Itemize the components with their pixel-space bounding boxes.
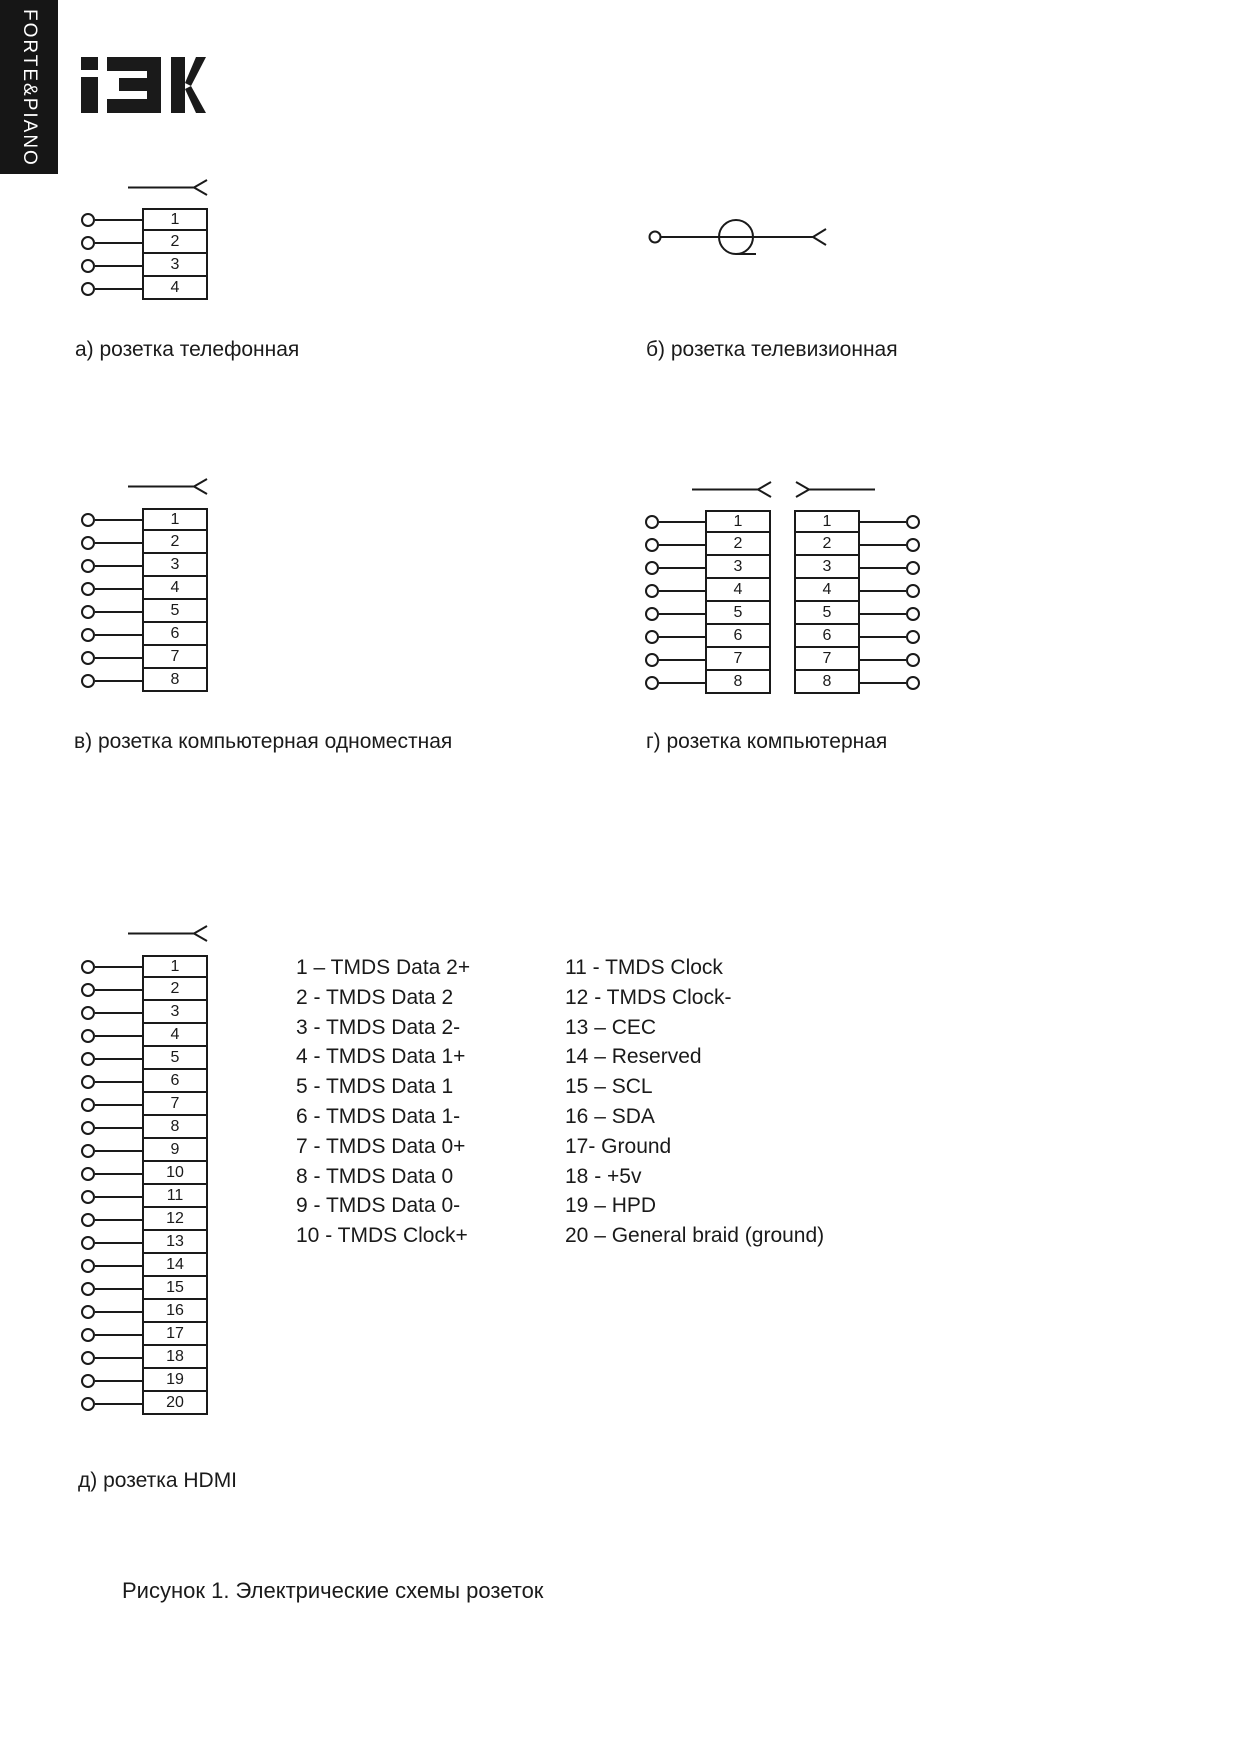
pin-row — [81, 1323, 208, 1346]
pin-cell: 8 — [794, 671, 860, 694]
brand-sidebar — [0, 0, 58, 174]
hdmi-pin-label: 14 – Reserved — [565, 1045, 702, 1069]
pin-row — [81, 646, 208, 669]
terminal-circle-icon — [81, 1144, 95, 1158]
terminal-circle-icon — [645, 607, 659, 621]
pin-row — [794, 625, 920, 648]
wire — [95, 588, 142, 590]
pin-cell: 18 — [142, 1346, 208, 1369]
pin-row — [794, 602, 920, 625]
wire — [95, 542, 142, 544]
pin-cell: 4 — [142, 277, 208, 300]
wire — [95, 989, 142, 991]
terminal-circle-icon — [81, 1029, 95, 1043]
wire — [95, 1403, 142, 1405]
terminal-circle-icon — [81, 1305, 95, 1319]
pin-cell: 1 — [705, 510, 771, 533]
pin-cell: 6 — [794, 625, 860, 648]
terminal-circle-icon — [81, 1006, 95, 1020]
hdmi-socket-diagram — [81, 955, 208, 1415]
pin-row — [81, 1369, 208, 1392]
terminal-circle-icon — [81, 1052, 95, 1066]
wire — [860, 613, 906, 615]
pin-cell: 20 — [142, 1392, 208, 1415]
hdmi-pin-label: 18 - +5v — [565, 1164, 642, 1188]
pin-cell: 2 — [142, 231, 208, 254]
terminal-circle-icon — [81, 559, 95, 573]
pin-row — [81, 1001, 208, 1024]
pin-row — [645, 671, 771, 694]
terminal-circle-icon — [645, 630, 659, 644]
pin-row — [645, 625, 771, 648]
hdmi-pin-label: 5 - TMDS Data 1 — [296, 1075, 454, 1099]
pin-cell: 6 — [142, 623, 208, 646]
pin-row — [81, 1024, 208, 1047]
pin-cell: 1 — [142, 955, 208, 978]
wire — [95, 1035, 142, 1037]
pin-row — [81, 1139, 208, 1162]
pin-cell: 3 — [705, 556, 771, 579]
phone-socket-diagram — [81, 208, 208, 300]
hdmi-legend-column-1 — [296, 953, 470, 1251]
pin-cell: 5 — [142, 600, 208, 623]
pin-cell: 4 — [705, 579, 771, 602]
wire — [95, 1242, 142, 1244]
computer-double-left-block — [645, 510, 771, 694]
hdmi-pin-label: 2 - TMDS Data 2 — [296, 985, 454, 1009]
wire — [95, 265, 142, 267]
hdmi-pin-label: 3 - TMDS Data 2- — [296, 1015, 461, 1039]
pin-row — [81, 600, 208, 623]
terminal-circle-icon — [906, 561, 920, 575]
pin-row — [81, 531, 208, 554]
pin-cell: 6 — [705, 625, 771, 648]
wire — [659, 659, 705, 661]
pin-row — [81, 955, 208, 978]
plug-arrow-icon — [128, 478, 208, 495]
pin-row — [794, 533, 920, 556]
terminal-circle-icon — [81, 1282, 95, 1296]
terminal-circle-icon — [81, 674, 95, 688]
terminal-circle-icon — [81, 960, 95, 974]
pin-row — [794, 648, 920, 671]
pin-row — [81, 1208, 208, 1231]
hdmi-pin-label: 19 – HPD — [565, 1194, 657, 1218]
pin-row — [81, 978, 208, 1001]
wire — [95, 1311, 142, 1313]
caption-phone-socket: а) розетка телефонная — [75, 338, 300, 361]
terminal-circle-icon — [906, 676, 920, 690]
wire — [95, 1127, 142, 1129]
terminal-circle-icon — [645, 515, 659, 529]
wire — [95, 288, 142, 290]
terminal-circle-icon — [645, 538, 659, 552]
pin-row — [645, 533, 771, 556]
hdmi-pin-label: 16 – SDA — [565, 1104, 655, 1128]
pin-cell: 4 — [142, 577, 208, 600]
terminal-circle-icon — [81, 513, 95, 527]
caption-hdmi-socket: д) розетка HDMI — [78, 1469, 238, 1492]
hdmi-pin-label: 10 - TMDS Clock+ — [296, 1224, 468, 1248]
wire — [860, 659, 906, 661]
pin-row — [81, 1116, 208, 1139]
computer-double-right-block — [794, 510, 920, 694]
terminal-circle-icon — [81, 259, 95, 273]
caption-tv-socket: б) розетка телевизионная — [646, 338, 898, 361]
terminal-circle-icon — [645, 653, 659, 667]
terminal-circle-icon — [81, 1328, 95, 1342]
pin-row — [645, 579, 771, 602]
hdmi-pin-label: 15 – SCL — [565, 1075, 653, 1099]
pin-cell: 5 — [142, 1047, 208, 1070]
wire — [95, 966, 142, 968]
terminal-circle-icon — [81, 1167, 95, 1181]
terminal-circle-icon — [906, 653, 920, 667]
figure-caption: Рисунок 1. Электрические схемы розеток — [122, 1578, 544, 1603]
wire — [95, 1104, 142, 1106]
pin-cell: 17 — [142, 1323, 208, 1346]
pin-cell: 7 — [142, 1093, 208, 1116]
wire — [95, 1196, 142, 1198]
pin-cell: 7 — [794, 648, 860, 671]
wire — [95, 1150, 142, 1152]
wire — [95, 1173, 142, 1175]
wire — [95, 1334, 142, 1336]
pin-cell: 14 — [142, 1254, 208, 1277]
pin-row — [81, 508, 208, 531]
pin-cell: 2 — [142, 978, 208, 1001]
hdmi-pin-label: 13 – CEC — [565, 1015, 657, 1039]
plug-arrow-icon — [692, 481, 772, 498]
terminal-circle-icon — [81, 1190, 95, 1204]
wire — [95, 1012, 142, 1014]
iek-logo-icon — [81, 57, 206, 113]
pin-cell: 7 — [705, 648, 771, 671]
hdmi-pin-label: 11 - TMDS Clock — [565, 956, 723, 979]
pin-row — [81, 208, 208, 231]
pin-cell: 5 — [794, 602, 860, 625]
pin-cell: 2 — [705, 533, 771, 556]
pin-row — [794, 510, 920, 533]
wire — [95, 1081, 142, 1083]
pin-row — [81, 623, 208, 646]
pin-row — [645, 648, 771, 671]
caption-computer-double: г) розетка компьютерная — [646, 730, 888, 753]
pin-row — [794, 556, 920, 579]
terminal-circle-icon — [81, 628, 95, 642]
wire — [95, 519, 142, 521]
pin-cell: 8 — [142, 1116, 208, 1139]
pin-cell: 3 — [794, 556, 860, 579]
terminal-circle-icon — [81, 1075, 95, 1089]
wire — [95, 1058, 142, 1060]
pin-cell: 16 — [142, 1300, 208, 1323]
terminal-circle-icon — [645, 584, 659, 598]
pin-row — [81, 1254, 208, 1277]
hdmi-pin-label: 4 - TMDS Data 1+ — [296, 1045, 466, 1069]
terminal-circle-icon — [81, 236, 95, 250]
terminal-circle-icon — [81, 1397, 95, 1411]
pin-row — [81, 277, 208, 300]
pin-row — [645, 602, 771, 625]
plug-arrow-icon — [128, 179, 208, 196]
terminal-circle-icon — [81, 1259, 95, 1273]
pin-cell: 8 — [705, 671, 771, 694]
pin-row — [81, 254, 208, 277]
hdmi-pin-label: 17- Ground — [565, 1134, 672, 1158]
terminal-circle-icon — [81, 1236, 95, 1250]
tv-socket-symbol-icon — [648, 218, 833, 264]
computer-single-socket-diagram — [81, 508, 208, 692]
series-label: FORTE&PIANO — [19, 9, 40, 167]
plug-arrow-mirrored-icon — [795, 481, 875, 498]
terminal-circle-icon — [81, 651, 95, 665]
pin-row — [794, 579, 920, 602]
wire — [659, 544, 705, 546]
terminal-circle-icon — [81, 1121, 95, 1135]
wire — [659, 682, 705, 684]
pin-cell: 7 — [142, 646, 208, 669]
pin-cell: 4 — [142, 1024, 208, 1047]
pin-row — [81, 1231, 208, 1254]
wire — [95, 219, 142, 221]
pin-row — [81, 1162, 208, 1185]
pin-cell: 2 — [794, 533, 860, 556]
iek-logo — [81, 57, 206, 113]
pin-cell: 10 — [142, 1162, 208, 1185]
hdmi-pin-label: 9 - TMDS Data 0- — [296, 1194, 461, 1218]
terminal-circle-icon — [81, 1213, 95, 1227]
hdmi-pin-label: 8 - TMDS Data 0 — [296, 1164, 454, 1188]
wire — [95, 1380, 142, 1382]
pin-cell: 11 — [142, 1185, 208, 1208]
wire — [860, 590, 906, 592]
terminal-circle-icon — [645, 561, 659, 575]
terminal-circle-icon — [906, 538, 920, 552]
wire — [95, 1357, 142, 1359]
plug-arrow-icon — [128, 925, 208, 942]
pin-cell: 3 — [142, 1001, 208, 1024]
wire — [860, 521, 906, 523]
hdmi-pin-label: 1 – TMDS Data 2+ — [296, 956, 471, 979]
wire — [659, 521, 705, 523]
terminal-circle-icon — [81, 282, 95, 296]
terminal-circle-icon — [81, 1374, 95, 1388]
wire — [659, 590, 705, 592]
pin-cell: 1 — [142, 208, 208, 231]
pin-cell: 1 — [142, 508, 208, 531]
terminal-circle-icon — [81, 536, 95, 550]
pin-cell: 19 — [142, 1369, 208, 1392]
pin-row — [794, 671, 920, 694]
terminal-circle-icon — [906, 607, 920, 621]
terminal-circle-icon — [81, 983, 95, 997]
hdmi-legend-column-2 — [565, 953, 824, 1251]
pin-cell: 6 — [142, 1070, 208, 1093]
wire — [95, 1288, 142, 1290]
hdmi-pin-label: 12 - TMDS Clock- — [565, 985, 732, 1009]
terminal-circle-icon — [906, 630, 920, 644]
pin-row — [81, 1047, 208, 1070]
wire — [659, 613, 705, 615]
wire — [659, 636, 705, 638]
terminal-circle-icon — [81, 213, 95, 227]
pin-cell: 5 — [705, 602, 771, 625]
pin-cell: 4 — [794, 579, 860, 602]
wire — [860, 544, 906, 546]
wire — [860, 636, 906, 638]
terminal-circle-icon — [645, 676, 659, 690]
pin-cell: 13 — [142, 1231, 208, 1254]
caption-computer-single: в) розетка компьютерная одноместная — [74, 730, 453, 753]
wire — [95, 611, 142, 613]
wire — [860, 567, 906, 569]
pin-row — [81, 1070, 208, 1093]
hdmi-pin-label: 7 - TMDS Data 0+ — [296, 1134, 466, 1158]
hdmi-pin-label: 20 – General braid (ground) — [565, 1224, 825, 1248]
wire — [95, 565, 142, 567]
terminal-circle-icon — [81, 582, 95, 596]
pin-cell: 3 — [142, 554, 208, 577]
wire — [95, 634, 142, 636]
pin-cell: 1 — [794, 510, 860, 533]
wire — [95, 242, 142, 244]
terminal-circle-icon — [81, 605, 95, 619]
wire — [95, 657, 142, 659]
wire — [95, 680, 142, 682]
pin-row — [81, 554, 208, 577]
pin-row — [81, 669, 208, 692]
pin-cell: 15 — [142, 1277, 208, 1300]
wire — [860, 682, 906, 684]
pin-cell: 2 — [142, 531, 208, 554]
wire — [659, 567, 705, 569]
pin-row — [81, 577, 208, 600]
wire — [95, 1219, 142, 1221]
pin-cell: 12 — [142, 1208, 208, 1231]
pin-row — [81, 1093, 208, 1116]
pin-row — [81, 1277, 208, 1300]
pin-row — [645, 510, 771, 533]
pin-row — [81, 1185, 208, 1208]
pin-row — [645, 556, 771, 579]
pin-cell: 8 — [142, 669, 208, 692]
terminal-circle-icon — [81, 1098, 95, 1112]
pin-row — [81, 1392, 208, 1415]
pin-row — [81, 1346, 208, 1369]
pin-row — [81, 1300, 208, 1323]
terminal-circle-icon — [81, 1351, 95, 1365]
hdmi-pin-label: 6 - TMDS Data 1- — [296, 1104, 461, 1128]
terminal-circle-icon — [906, 515, 920, 529]
pin-cell: 3 — [142, 254, 208, 277]
pin-row — [81, 231, 208, 254]
pin-cell: 9 — [142, 1139, 208, 1162]
wire — [95, 1265, 142, 1267]
terminal-circle-icon — [906, 584, 920, 598]
